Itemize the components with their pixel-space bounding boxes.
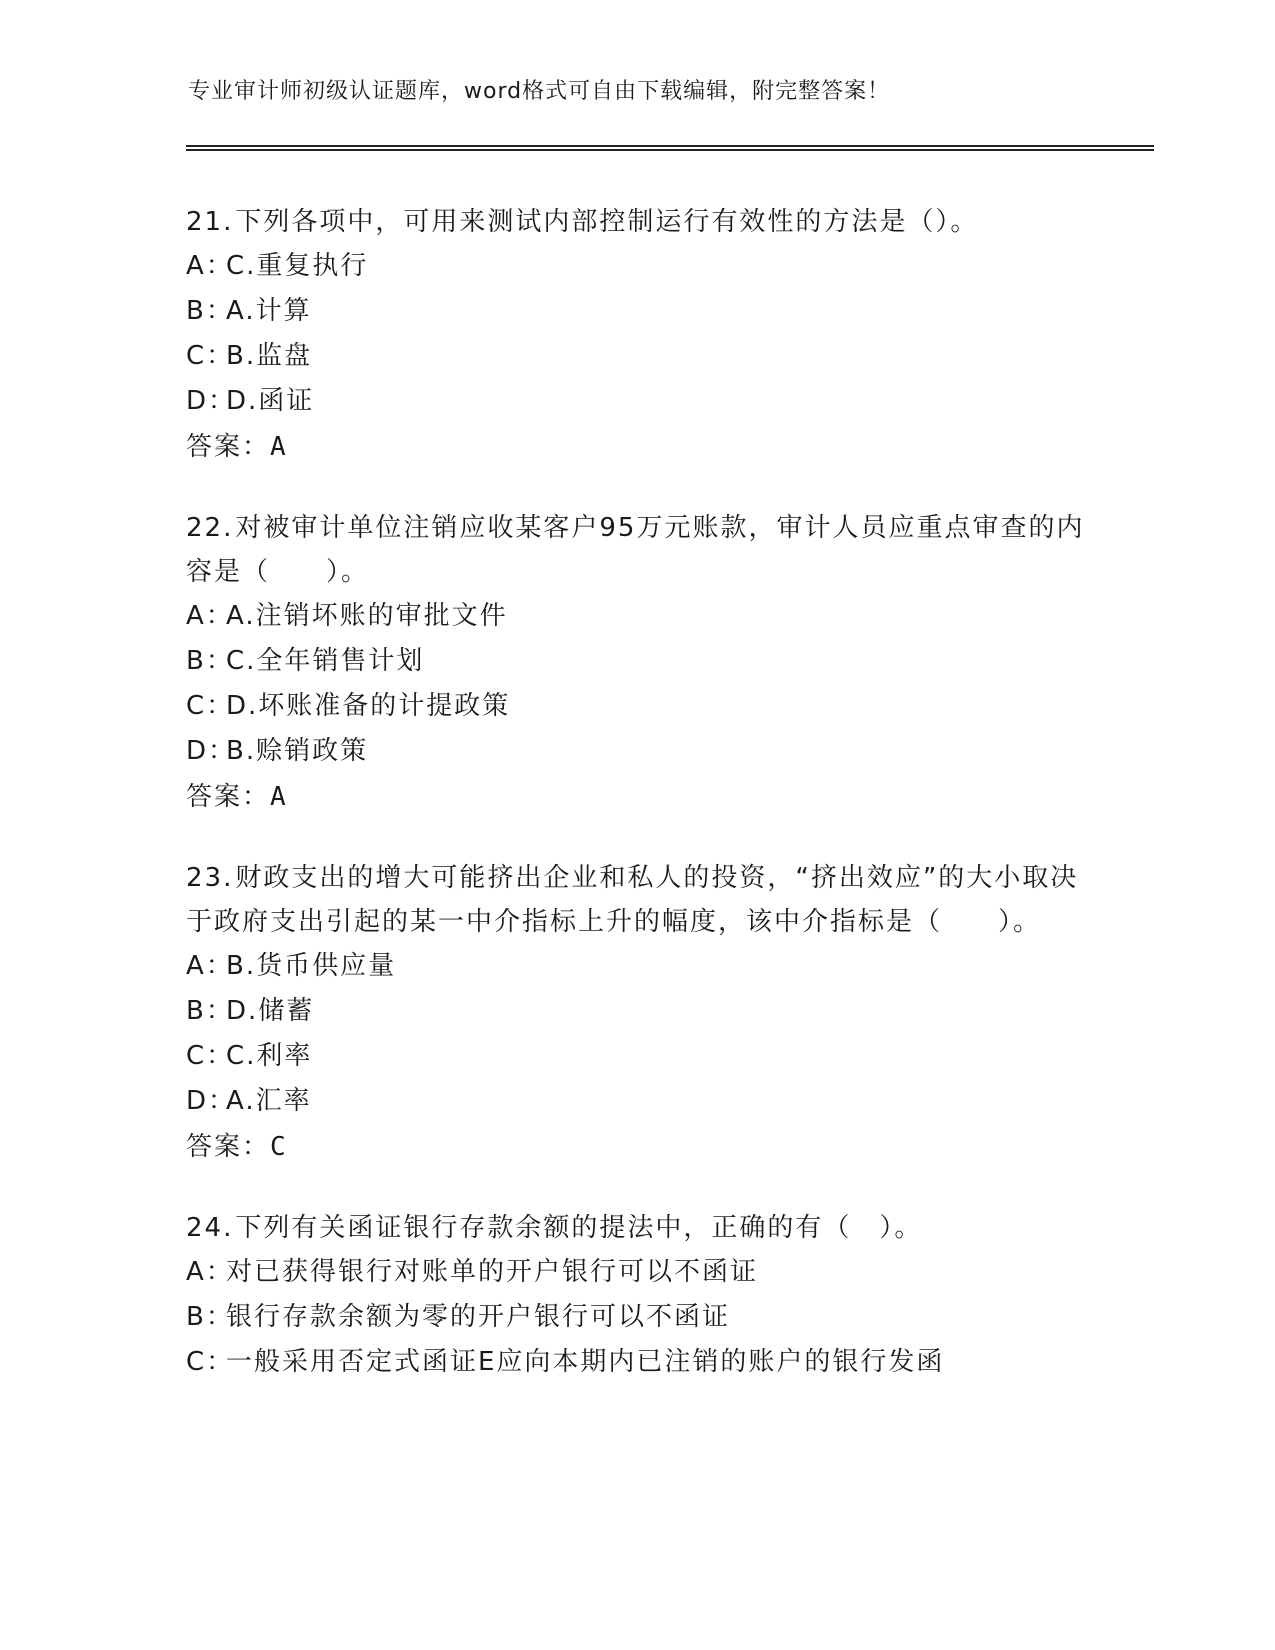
option-d <box>186 1079 1086 1124</box>
question-21 <box>186 200 1086 470</box>
option-text: B.货币供应量 <box>226 951 397 981</box>
question-stem <box>186 856 1086 944</box>
option-c <box>186 1034 1086 1079</box>
page-header: 专业审计师初级认证题库，word格式可自由下载编辑，附完整答案！ <box>188 79 891 104</box>
question-text: 下列各项中，可用来测试内部控制运行有效性的方法是（）。 <box>235 207 979 237</box>
header-divider <box>186 145 1154 151</box>
option-b <box>186 289 1086 334</box>
option-key: B： <box>186 996 234 1026</box>
option-b <box>186 1295 1086 1340</box>
answer-label: 答案： <box>186 1132 271 1162</box>
question-number: 22. <box>186 513 234 543</box>
option-key: D： <box>186 1086 237 1116</box>
option-a <box>186 244 1086 289</box>
option-text: 一般采用否定式函证E应向本期内已注销的账户的银行发函 <box>226 1347 945 1377</box>
option-text: A.汇率 <box>226 1086 312 1116</box>
option-key: A： <box>186 251 234 281</box>
option-key: C： <box>186 341 235 371</box>
question-text: 对被审计单位注销应收某客户95万元账款，审计人员应重点审查的内容是（ ）。 <box>186 513 1085 587</box>
answer-value: C <box>270 1132 288 1162</box>
option-d <box>186 729 1086 774</box>
answer-label: 答案： <box>186 782 271 812</box>
option-c <box>186 684 1086 729</box>
question-text: 下列有关函证银行存款余额的提法中，正确的有（ ）。 <box>235 1213 923 1243</box>
question-24 <box>186 1206 1086 1385</box>
question-text: 财政支出的增大可能挤出企业和私人的投资，“挤出效应”的大小取决于政府支出引起的某一中介指标上升的幅度，该中介指标是（ ）。 <box>186 863 1079 937</box>
option-text: B.监盘 <box>226 341 313 371</box>
option-key: C： <box>186 1041 235 1071</box>
answer-line <box>186 1124 1086 1170</box>
question-number: 23. <box>186 863 234 893</box>
option-key: A： <box>186 1257 234 1287</box>
option-text: D.坏账准备的计提政策 <box>226 691 511 721</box>
option-text: C.全年销售计划 <box>226 646 425 676</box>
question-number: 21. <box>186 207 234 237</box>
option-a <box>186 594 1086 639</box>
answer-line <box>186 424 1086 470</box>
answer-value: A <box>270 432 288 462</box>
option-a <box>186 944 1086 989</box>
option-key: B： <box>186 646 234 676</box>
option-key: A： <box>186 601 234 631</box>
option-text: A.计算 <box>226 296 312 326</box>
option-key: C： <box>186 1347 235 1377</box>
option-b <box>186 639 1086 684</box>
question-list <box>186 200 1086 1421</box>
answer-value: A <box>270 782 288 812</box>
option-text: B.赊销政策 <box>226 736 369 766</box>
option-text: 对已获得银行对账单的开户银行可以不函证 <box>226 1257 759 1287</box>
option-text: 银行存款余额为零的开户银行可以不函证 <box>226 1302 731 1332</box>
option-text: A.注销坏账的审批文件 <box>226 601 508 631</box>
option-key: D： <box>186 386 237 416</box>
option-text: D.储蓄 <box>226 996 315 1026</box>
option-key: C： <box>186 691 235 721</box>
question-stem <box>186 200 1086 244</box>
option-a <box>186 1250 1086 1295</box>
question-stem <box>186 1206 1086 1250</box>
question-stem <box>186 506 1086 594</box>
option-key: B： <box>186 1302 234 1332</box>
question-22 <box>186 506 1086 820</box>
answer-label: 答案： <box>186 432 271 462</box>
option-key: A： <box>186 951 234 981</box>
option-c <box>186 334 1086 379</box>
option-text: C.重复执行 <box>226 251 369 281</box>
question-23 <box>186 856 1086 1170</box>
option-d <box>186 379 1086 424</box>
option-key: B： <box>186 296 234 326</box>
option-text: D.函证 <box>226 386 315 416</box>
option-text: C.利率 <box>226 1041 313 1071</box>
answer-line <box>186 774 1086 820</box>
option-c <box>186 1340 1086 1385</box>
question-number: 24. <box>186 1213 234 1243</box>
option-b <box>186 989 1086 1034</box>
option-key: D： <box>186 736 237 766</box>
